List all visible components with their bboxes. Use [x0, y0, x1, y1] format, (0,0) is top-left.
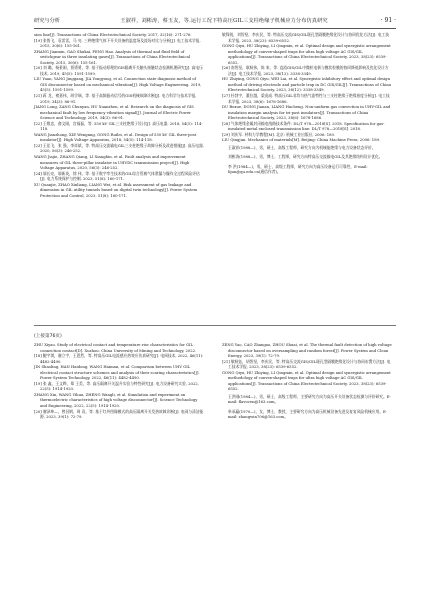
reference-entry — [222, 44, 392, 66]
reference-text: 敏锋锐，刘智坚，李庆民，等. 特高压交流GIS/GIL斑孔型隔膜绝缘化设计与协同优化方法[J]. 电工技术学报, 2023, 38(23): 6539-6552. — [222, 33, 389, 43]
reference-text: GONG Qiyu, HU Zhiying, LI Qingmin, et al. Optimal design and synergistic arrangement methodology of convex-shaped traps for ultra high voltage AC GIS/GIL applications[J]. Transactions of China Electrotechnical Society, 2023, 38(23): 6539-6552. — [222, 370, 391, 392]
reference-text: 蒋 龙，褚嘉伟，胡学瑞，等. 基于高频振动信号的GIS机械故障诊断[J]. 电力科学与技术学报, 2019, 34(3): 86-91. — [40, 94, 197, 104]
reference-text: ZHANG Jianmin, GAO Shukai, FENG Hao. Analysis of thermal and fluid field of switchgear in three insulating gases[J]. Transactions of China Electrotechnical Society, 2015, 30(6): 155-161. — [34, 49, 191, 65]
reference-number: [21] — [222, 359, 230, 364]
reference-text: 邬长亮，邬新英，徐 伟，等. 基于数字孪生技术的GIL综合管廊气体泄漏与爆炸全过程风险评估[J]. 电力系统保护与控制, 2023, 51(8): 160-171. — [40, 171, 200, 182]
reference-entry — [34, 172, 204, 183]
reference-entry — [34, 122, 204, 133]
reference-text: 王敬忠，俞文刚，宫福磊，等. 550 kV GIL三支柱绝缘子设计[J]. 高压电器, 2018, 54(5): 114-118. — [40, 121, 203, 132]
reference-number: [21] — [34, 94, 42, 99]
reference-entry — [34, 105, 204, 122]
reference-text: JIN Shaoling, HAN Haidong, WANG Haiman, et al. Comparison between UHV GIL electrical contact structure schemes and analysis of their scaring characteristics[J]. Power System Technology, 2022, 46(11): 4482-4490. — [34, 365, 200, 381]
reference-text: XU Quanjie, ZHAO Xinliang, LIANG Wei, et al. Risk assessment of gas leakage and dimension in GIL utility tunnels based on digital twin technology[J]. Power System Protection and Control, 2023, 51(8): 160-171. — [34, 182, 198, 198]
reference-text: LIU Yuan, YANG Jinggang, JIA Yongyong, et al. Connection state diagnosis method of GIS disconnector based on mechanical vibration[J]. High Voltage Engineering, 2019, 45(5): 1591-1599. — [34, 77, 202, 93]
reference-entry — [222, 105, 392, 122]
reference-entry — [222, 343, 392, 360]
reference-entry — [34, 343, 204, 354]
reference-entry — [34, 393, 204, 410]
reference-text: 南智坚，耿秋伟，陈 家，等. 直流GIS/GIL中微粒电极与膜状粒膜的协同降低影响及优化设计方法[J]. 电工技术学报, 2023, 38(12): 3338-3349. — [228, 66, 389, 76]
reference-entry — [222, 138, 392, 144]
page-header — [34, 13, 396, 27]
reference-entry — [34, 365, 204, 382]
reference-number: [20] — [34, 409, 42, 414]
reference-entry — [34, 94, 204, 105]
references-left-top — [34, 33, 204, 199]
reference-number: [19] — [34, 38, 42, 43]
section-divider — [34, 325, 396, 326]
reference-entry — [34, 77, 204, 94]
reference-number: [29] — [222, 132, 230, 137]
author-bio: 刘彬涛(1988—)，男，博士，工程师，研究方向特高压交流输电GIL及其绝缘结构设计优化。 — [228, 155, 383, 160]
reference-text: 气体绝缘金属封闭输电线路技术条件: DL/T 978—2018[S]. 2018. Specification for gas-insulated metal enclosed transmission line: DL/T 978—2018[S]. 2018. — [228, 121, 385, 132]
section-label: 研究与分析 — [34, 17, 60, 24]
reference-number: [22] — [34, 121, 42, 126]
reference-text: 刘 璐，杨景刚，贾勇勇，等. 基于振动原理的GIS隔离开关触头接触状态检测机理研究[J]. 高电压技术, 2019, 45(5): 1591-1599. — [40, 66, 203, 76]
reference-text: 鲍宇琪，谢立宇，王恩然，等. 特高压GIL电流感应热效应仿真研究[J]. 电网技术, 2022, 46(11): 4482-4490. — [40, 354, 204, 364]
reference-text: 刘庆军. 材料力学教程[M]. 北京: 机械工业出版社, 2006: 189. — [230, 132, 336, 137]
reference-entry — [222, 33, 392, 44]
reference-entry — [222, 360, 392, 371]
references-right-top — [222, 33, 392, 179]
reference-number: [27] — [222, 94, 230, 99]
reference-entry — [34, 354, 204, 365]
reference-text: DU Boxue, DONG Jianan, LIANG Hucheng. Non-uniform gas convection in UHV-GIL and insulation margin analysis for tri-post insulators[J]. Transactions of China Electrotechnical Society, 2023, 38(6): 1678-1686. — [222, 105, 391, 121]
author-bio: 单承赢(1970—)，女，博士，教授，主要研究方向为高压机械设备先进及复复风险机械应用。E-mail: zhangwin706@163.com。 — [228, 409, 388, 420]
page-number: · 91 · — [380, 16, 396, 24]
reference-text: JIANG Long, ZANG Chunyan, HU Xuanzhen, et al. Research on the diagnosis of GIS mechanical fault by low frequency vibration signal[J]. Journal of Electric Power Science and Technology, 2019, 34(3): 86-91. — [34, 105, 194, 121]
author-bio: 王淑祥(1988—)，男，硕士，高级工程师，研究方向为机械能绝缘与电力设备状态评价。 — [228, 145, 376, 150]
reference-entry — [34, 183, 204, 200]
reference-text: 张鲁飞，袁雷雷，马 亮. 三种绝缘气体下开关设备的温度场及流场对比与分析[J]. 电工技术学报, 2015, 30(6): 155-161. — [40, 38, 201, 49]
reference-entry — [222, 94, 392, 105]
continued-from-label: (上接第76页) — [34, 334, 62, 339]
reference-text: GONG Qiyu, HU Zhiying, LI Qingmin, et al. Optimal design and synergistic arrangement methodology of convex-shaped traps for ultra high voltage AC GIS/GIL applications[J]. Transactions of China Electrotechnical Society, 2023, 38(23): 6539-6552. — [222, 44, 391, 65]
references-left-bottom — [34, 343, 204, 421]
reference-entry — [222, 371, 392, 393]
reference-entry — [34, 410, 204, 421]
reference-text: ZHANG Xin, WANG Yihua, ZHENG Wangli, et al. Simulation and experiment on thermoelectric characteristics of high voltage disconnector[J]. Science Technology and Engineering, 2022, 22(5): 1914-1920. — [34, 392, 198, 409]
reference-entry — [222, 122, 392, 133]
reference-number: [26] — [222, 66, 230, 71]
reference-text: 张 鑫，王文晔，郑 王美，等. 高压隔离开关温升实验与特性研究[J]. 电力设备研究实验, 2022, 22(5): 1914-1920. — [40, 381, 199, 392]
reference-entry — [222, 77, 392, 94]
reference-text: WANG Jianzhong, XIE Wengang, GONG Ruilei, et al. Design of 550 kV GIL three-post insulator[J]. High Voltage Apparatus, 2018, 54(5): 114-118. — [34, 132, 197, 143]
reference-entry — [34, 144, 204, 155]
reference-text: sion line[J]. Transactions of China Electrotechnical Society, 2017, 32(16): 271-276. — [34, 33, 192, 37]
reference-number: [24] — [34, 171, 42, 176]
reference-number: [23] — [34, 143, 42, 148]
reference-number: [20] — [34, 66, 42, 71]
reference-text: ZHU Xiyao. Study of electrical contact and temperature rise characteristics for GIL connection contact[D]. Xuzhou: China University of Mining and Technology, 2022. — [34, 343, 197, 353]
references-right-bottom — [222, 343, 392, 425]
reference-text: 杜勃宇，董拉越，梁虎成. 特高压GIL非均匀热气流特性与三支柱绝缘子绝缘裕度分析[J]. 电工技术学报, 2023, 38(6): 1678-1686. — [228, 94, 390, 104]
reference-text: WANG Jiajie, ZHANG Qiang, LI Xiangbin, et al. Fault analysis and improvement measures of GIL three-pillar insulator in UHVDC transmission project[J]. High Voltage Apparatus, 2020, 56(3): 246-252. — [34, 155, 190, 171]
reference-entry — [34, 66, 204, 77]
reference-entry — [34, 133, 204, 144]
reference-text: 谢泽坤—，曾昌钢，周 袁，等. 基于红外图像模式的高压隔离开关发热故障诊断[J]. 电网与清洁能源, 2023, 39(1): 72-79. — [40, 409, 204, 420]
running-title: 王淑祥，刘彬涛，蔡玉友，等.运行工况下特高压GIL三支柱绝缘子机械应力分布仿真研究 — [120, 17, 328, 24]
reference-number: [28] — [222, 121, 230, 126]
reference-entry — [34, 50, 204, 67]
reference-text: HU Zhiying, GONG Qiyu, WEI Lai, et al. Synergistic inhibitory effect and optimal design method of driving electrode and particle trap in DC GIS/GIL[J]. Transactions of China Electrotechnical Society, 2023, 38(12): 3338-3349. — [222, 77, 392, 93]
reference-text: 王佳飞，张 强，李祥斌，等. 特高压交流输电GIL三支柱绝缘子故障分析及改进措施[J]. 高压电器, 2020, 56(3): 246-252. — [40, 143, 204, 154]
reference-number: [19] — [34, 381, 42, 386]
reference-entry — [222, 66, 392, 77]
reference-text: ZENG Yao, CAO Zhangao, ZHOU Shuai, et al. The thermal fault detection of high voltage disconnector based on oversampling and random forest[J]. Power System and Clean Energy, 2023, 39(1): 72-79. — [222, 343, 392, 359]
author-bio: 李 洪(1984—)，男，硕士，高级工程师，研究方向为高压设备运行可靠性，E-mail: lijun@qu.edu.cn(通信作者)。 — [228, 164, 368, 175]
reference-text: 敏秋钰，胡智坚，李庆民，等. 特高压交流GIS/GIL斑孔型隔膜绝缘化设计与协同布置方法[J]. 电工技术学报, 2023, 38(23): 6539-6552. — [228, 359, 391, 370]
header-rule — [34, 28, 396, 29]
reference-text: LIU Qingjun. Mechanics of materials[M]. Beijing: China Machine Press, 2006: 189. — [222, 138, 381, 143]
reference-number: [18] — [34, 354, 42, 359]
reference-entry — [34, 39, 204, 50]
reference-entry — [34, 155, 204, 172]
author-bio: 王洪刚(1984—)，男，硕士，高级工程师，主要研究方向为高压开关设备状态检测与评价研究。E-mail: flavocen@163.com。 — [228, 394, 391, 405]
reference-entry — [34, 382, 204, 393]
